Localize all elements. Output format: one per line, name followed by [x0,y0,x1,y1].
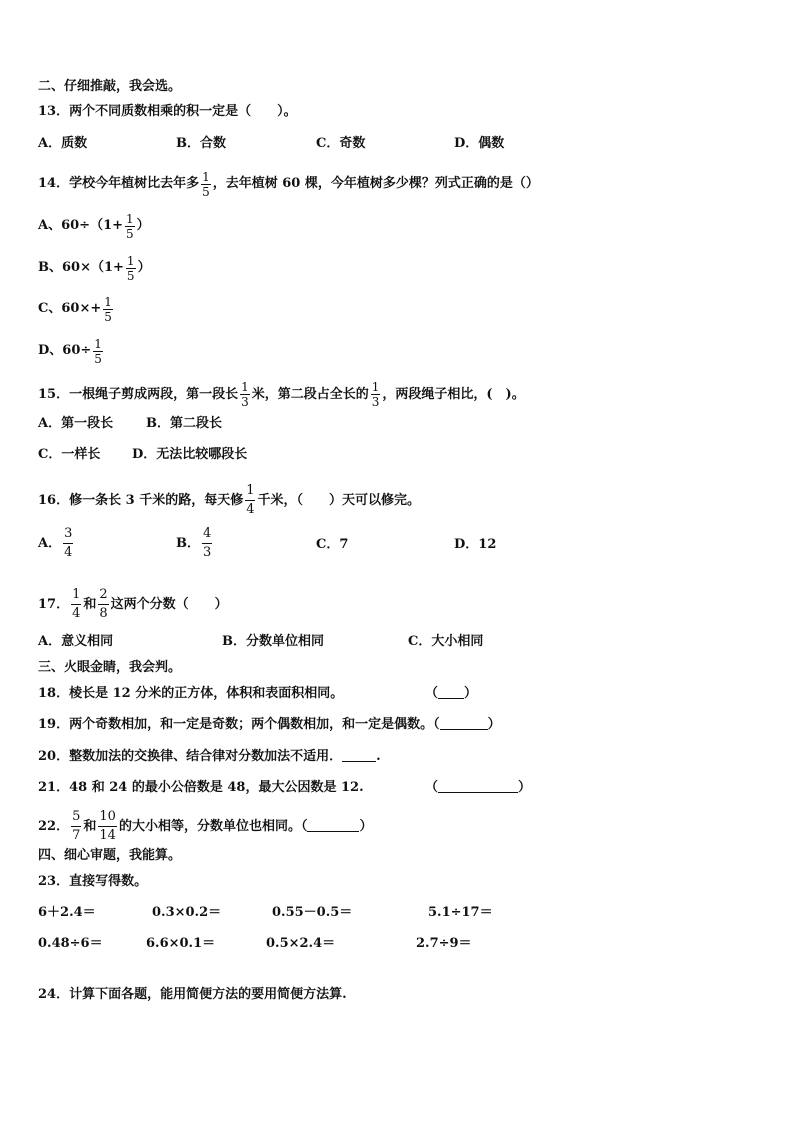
q14-option-b: B、60×（1+ $\frac{1}{5}$ ） [38,254,151,283]
q22-answer-blank[interactable] [307,819,359,832]
question-13-stem: 13．两个不同质数相乘的积一定是（ ）。 [38,104,297,119]
q15-option-a: A．第一段长 [38,416,114,431]
question-17-stem: 17． $\frac{1}{4}$ 和 $\frac{2}{8}$ 这两个分数（ ） [38,587,228,621]
question-24-stem: 24．计算下面各题，能用简便方法的要用简便方法算. [38,987,347,1002]
calc-item: 0.55－0.5＝ [272,905,353,920]
section-heading-judge: 三、火眼金睛，我会判。 [38,660,182,675]
question-15-stem: 15．一根绳子剪成两段，第一段长 $\frac{1}{3}$ 米，第二段占全长的 $\frac{1}{3}$ ，两段绳子相比，( )。 [38,380,525,409]
q20-answer-blank[interactable] [342,749,376,762]
q15-option-c: C．一样长 [38,447,101,462]
q13-option-b: B．合数 [176,136,226,151]
q13-option-a: A．质数 [38,136,88,151]
fraction: $\frac{1}{4}$ [246,483,255,517]
fraction: $\frac{1}{3}$ [241,380,249,409]
fraction: $\frac{1}{3}$ [371,380,380,409]
calc-item: 6.6×0.1＝ [146,936,216,951]
question-18: 18．棱长是 12 分米的正方体，体积和表面积相同。 [38,686,344,701]
calc-item: 0.5×2.4＝ [266,936,336,951]
fraction: $\frac{10}{14}$ [99,809,116,843]
q16-option-a: A． $\frac{3}{4}$ [38,526,73,560]
q15-option-d: D．无法比较哪段长 [132,447,248,462]
section-heading-choice: 二、仔细推敲，我会选。 [38,79,182,94]
calc-item: 0.3×0.2＝ [152,905,222,920]
fraction: $\frac{1}{5}$ [126,212,134,241]
section-heading-calc: 四、细心审题，我能算。 [38,848,182,863]
fraction: $\frac{1}{4}$ [72,587,81,621]
fraction: $\frac{1}{5}$ [202,170,210,199]
q21-answer-blank[interactable]: （ ） [425,780,532,795]
q16-option-b: B． $\frac{4}{3}$ [176,526,212,560]
q13-option-c: C．奇数 [316,136,366,151]
calc-item: 6＋2.4＝ [38,905,96,920]
calc-item: 2.7÷9＝ [416,936,472,951]
q17-option-b: B．分数单位相同 [222,634,324,649]
fraction: $\frac{1}{5}$ [126,254,135,283]
q17-option-a: A．意义相同 [38,634,114,649]
calc-item: 5.1÷17＝ [428,905,493,920]
q19-answer-blank[interactable] [440,717,488,730]
question-23-stem: 23．直接写得数。 [38,874,148,889]
question-21: 21．48 和 24 的最小公倍数是 48，最大公因数是 12. [38,780,364,795]
question-16-stem: 16．修一条长 3 千米的路，每天修 $\frac{1}{4}$ 千米，（ ）天可以修完。 [38,483,420,517]
question-19: 19．两个奇数相加，和一定是奇数；两个偶数相加，和一定是偶数。（ ） [38,717,501,732]
q14-option-a: A、60÷（1+ $\frac{1}{5}$ ） [38,212,150,241]
fraction: $\frac{3}{4}$ [64,526,73,560]
question-14-stem: 14．学校今年植树比去年多 $\frac{1}{5}$ ，去年植树 60 棵，今年植树多少棵？列式正确的是（） [38,170,539,199]
fraction: $\frac{2}{8}$ [99,587,108,621]
q17-option-c: C．大小相同 [408,634,484,649]
question-22: 22． $\frac{5}{7}$ 和 $\frac{10}{14}$ 的大小相等，分数单位也相同。（ ） [38,809,373,843]
q14-option-c: C、60×+ $\frac{1}{5}$ [38,295,112,324]
fraction: $\frac{5}{7}$ [72,809,81,843]
q15-option-b: B．第二段长 [146,416,222,431]
calc-item: 0.48÷6＝ [38,936,103,951]
q18-answer-blank[interactable]: （ ） [425,686,478,701]
question-20: 20．整数加法的交换律、结合律对分数加法不适用． . [38,749,381,764]
q13-option-d: D．偶数 [454,136,505,151]
fraction: $\frac{1}{5}$ [104,295,112,324]
q16-option-d: D．12 [454,537,497,552]
q14-option-d: D、60÷ $\frac{1}{5}$ [38,337,102,366]
fraction: $\frac{1}{5}$ [94,337,102,366]
fraction: $\frac{4}{3}$ [203,526,212,560]
q16-option-c: C．7 [316,537,349,552]
